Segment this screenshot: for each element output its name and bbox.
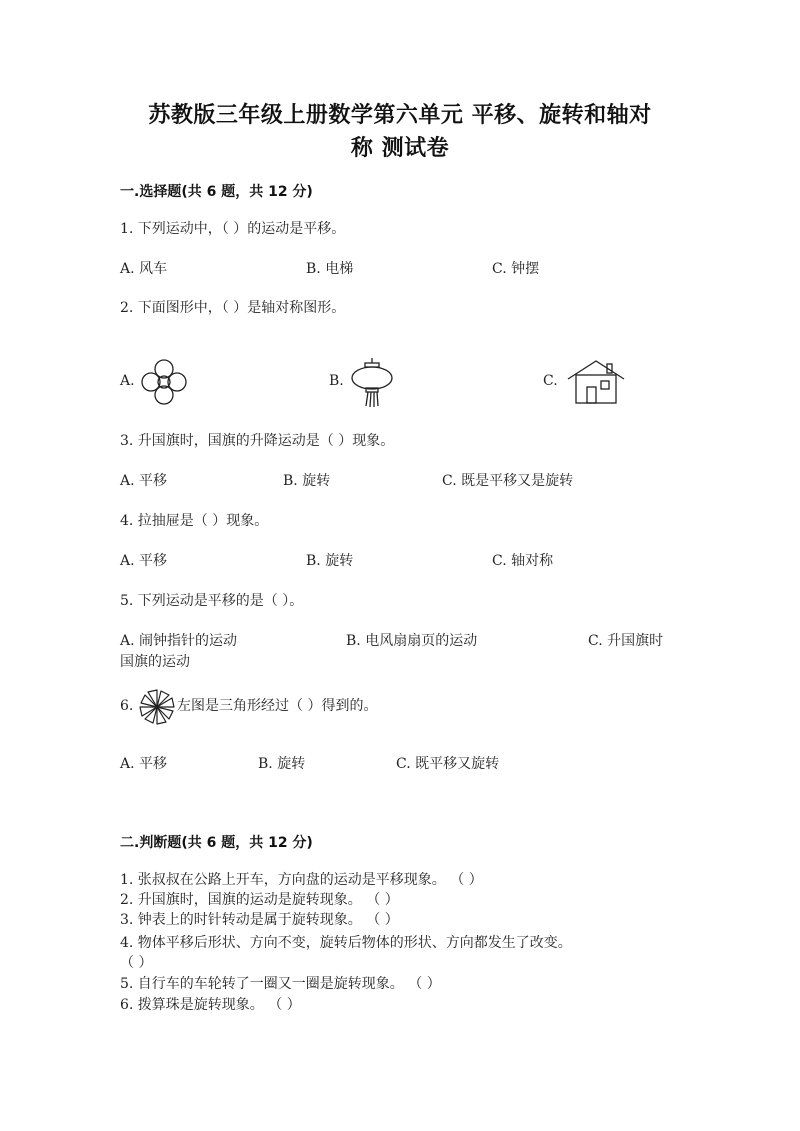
question-6-number: 6. <box>120 698 134 714</box>
pinwheel-figure <box>138 688 176 726</box>
page-title-line-2: 称 测试卷 <box>350 136 450 161</box>
question-6-option-b: B. 旋转 <box>258 756 306 772</box>
question-6: 左图是三角形经过（ ）得到的。 <box>177 698 378 714</box>
question-2-option-a: A. <box>120 373 135 389</box>
question-3-option-b: B. 旋转 <box>283 473 331 489</box>
judgement-item-4: 4. 物体平移后形状、方向不变，旋转后物体的形状、方向都发生了改变。 <box>120 935 572 951</box>
question-5-option-b: B. 电风扇扇页的运动 <box>346 633 478 649</box>
judgement-item-3: 3. 钟表上的时针转动是属于旋转现象。 （ ） <box>120 912 399 928</box>
judgement-item-1: 1. 张叔叔在公路上开车，方向盘的运动是平移现象。 （ ） <box>120 872 483 888</box>
question-1-option-b: B. 电梯 <box>306 261 354 277</box>
question-1-option-a: A. 风车 <box>120 261 168 277</box>
judgement-item-5: 5. 自行车的车轮转了一圈又一圈是旋转现象。 （ ） <box>120 976 441 992</box>
section-heading-true-false: 二.判断题(共 6 题，共 12 分) <box>120 835 313 851</box>
judgement-item-6: 6. 拨算珠是旋转现象。 （ ） <box>120 997 301 1013</box>
question-5-option-c: C. 升国旗时 <box>588 633 664 649</box>
judgement-item-4-blank: （ ） <box>120 955 153 971</box>
question-3-option-c: C. 既是平移又是旋转 <box>442 473 574 489</box>
question-2: 2. 下面图形中，（ ）是轴对称图形。 <box>120 300 346 316</box>
question-5-option-c-continued: 国旗的运动 <box>120 654 190 670</box>
house-figure <box>566 359 626 405</box>
question-5: 5. 下列运动是平移的是（ ）。 <box>120 593 304 609</box>
section-heading-choice: 一.选择题(共 6 题，共 12 分) <box>120 184 313 200</box>
question-2-option-c: C. <box>543 373 558 389</box>
question-1: 1. 下列运动中，（ ）的运动是平移。 <box>120 221 346 237</box>
question-6-option-c: C. 既平移又旋转 <box>396 756 500 772</box>
question-4-option-b: B. 旋转 <box>306 553 354 569</box>
question-4-option-a: A. 平移 <box>120 553 168 569</box>
question-4: 4. 拉抽屉是（ ）现象。 <box>120 513 269 529</box>
page-title-line-1: 苏教版三年级上册数学第六单元 平移、旋转和轴对 <box>148 103 652 128</box>
question-5-option-a: A. 闹钟指针的运动 <box>120 633 238 649</box>
question-1-option-c: C. 钟摆 <box>492 261 540 277</box>
judgement-item-2: 2. 升国旗时，国旗的运动是旋转现象。 （ ） <box>120 892 399 908</box>
flower-figure <box>138 358 190 406</box>
question-2-option-b: B. <box>329 373 344 389</box>
lantern-figure <box>350 356 394 412</box>
question-3: 3. 升国旗时，国旗的升降运动是（ ）现象。 <box>120 433 395 449</box>
question-3-option-a: A. 平移 <box>120 473 168 489</box>
question-6-option-a: A. 平移 <box>120 756 168 772</box>
question-4-option-c: C. 轴对称 <box>492 553 554 569</box>
